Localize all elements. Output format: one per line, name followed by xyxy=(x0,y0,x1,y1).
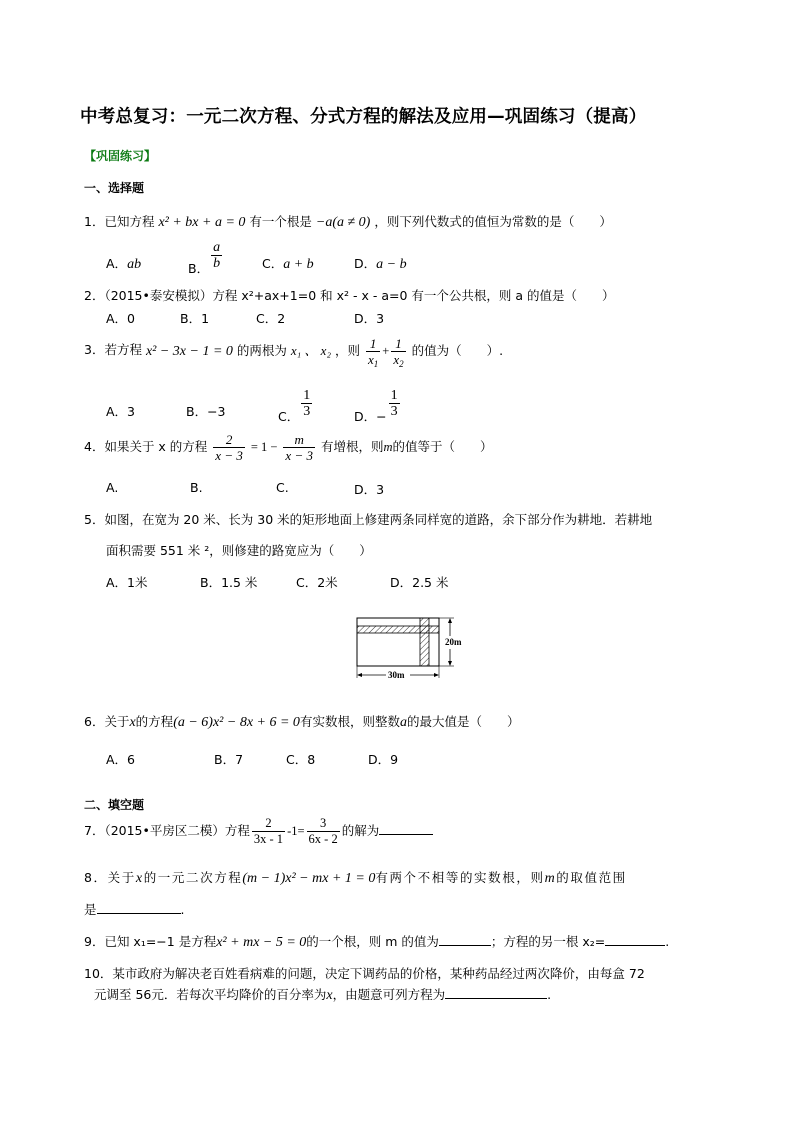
q2-option-b: B．1 xyxy=(180,311,210,326)
question-3: 3．若方程 x² − 3x − 1 = 0 的两根为 x₁ 、 x₂ ，则 $\frac{1}{x_1}$ + $\frac{1}{x_2}$ 的值为（ ）. xyxy=(84,336,504,369)
q1-root: −a(a ≠ 0) xyxy=(315,215,371,230)
q7-answer-blank xyxy=(379,822,433,835)
road-figure xyxy=(350,612,470,684)
section-heading-fill: 二、填空题 xyxy=(84,798,145,812)
q4-fraction-2: $\frac{m}{x - 3}$ xyxy=(285,432,313,463)
q4-fraction-1: $\frac{2}{x - 3}$ xyxy=(215,432,243,463)
q9-equation: x² + mx − 5 = 0 xyxy=(216,935,307,950)
q4-option-d: D．3 xyxy=(354,482,385,497)
q6-option-a: A．6 xyxy=(106,752,136,767)
question-5-line-1: 5．如图，在宽为 20 米、长为 30 米的矩形地面上修建两条同样宽的道路，余下部分作为耕地．若耕地 xyxy=(84,512,653,527)
section-tag: 【巩固练习】 xyxy=(84,149,157,163)
question-6: 6．关于x的方程(a − 6)x² − 8x + 6 = 0有实数根，则整数a的最大值是（ ） xyxy=(84,714,520,730)
q4-option-b: B. xyxy=(190,480,203,495)
width-label: 20m xyxy=(445,637,462,647)
q9-answer-blank-2 xyxy=(605,933,665,946)
question-10-line-2: 元调至 56元．若每次平均降价的百分率为x，由题意可列方程为 . xyxy=(94,987,552,1003)
question-7: 7．（2015•平房区二模）方程 $\frac{2}{3x - 1}$ -1= $\frac{3}{6x - 2}$ 的解为 xyxy=(84,816,433,847)
q1-option-d: D．a − b xyxy=(354,256,407,272)
q1-option-c: C．a + b xyxy=(262,256,314,272)
length-label: 30m xyxy=(388,670,405,680)
q1-mid: 有一个根是 xyxy=(249,214,312,229)
q8-answer-blank xyxy=(97,901,181,914)
q3-option-c: C． $\frac{1}{3}$ xyxy=(278,388,311,424)
q3-option-b: B．−3 xyxy=(186,404,226,419)
question-8-line-1: 8．关于x的一元二次方程(m − 1)x² − mx + 1 = 0有两个不相等的实数根，则m的取值范围 xyxy=(84,870,627,886)
q5-option-c: C．2米 xyxy=(296,575,338,590)
q2-option-a: A．0 xyxy=(106,311,136,326)
question-8-line-2: 是 . xyxy=(84,902,185,917)
q1-number: 1．已知方程 xyxy=(84,214,155,229)
q6-option-d: D．9 xyxy=(368,752,399,767)
q3-option-a: A．3 xyxy=(106,404,136,419)
q3-fraction-1: $\frac{1}{x_1}$ xyxy=(367,336,379,369)
q7-fraction-2: $\frac{3}{6x - 2}$ xyxy=(308,816,338,846)
road-figure-svg xyxy=(350,612,470,684)
q8-equation: (m − 1)x² − mx + 1 = 0 xyxy=(242,871,376,886)
q7-fraction-1: $\frac{2}{3x - 1}$ xyxy=(253,816,284,846)
question-9: 9．已知 x₁=−1 是方程x² + mx − 5 = 0的一个根，则 m 的值为 ；方程的另一根 x₂= . xyxy=(84,934,670,950)
q1-equation: x² + bx + a = 0 xyxy=(158,215,246,230)
q6-option-b: B．7 xyxy=(214,752,244,767)
q5-option-a: A．1米 xyxy=(106,575,148,590)
question-10-line-1: 10．某市政府为解决老百姓看病难的问题，决定下调药品的价格，某种药品经过两次降价，由每盒 72 xyxy=(84,966,645,981)
q4-option-c: C. xyxy=(276,480,289,495)
vertical-road xyxy=(420,618,429,666)
q2-option-d: D．3 xyxy=(354,311,385,326)
q3-fraction-2: $\frac{1}{x_2}$ xyxy=(393,336,404,369)
q10-answer-blank xyxy=(445,986,547,999)
q3-equation: x² − 3x − 1 = 0 xyxy=(145,344,233,359)
q1-tail: ，则下列代数式的值恒为常数的是（ ） xyxy=(374,214,612,229)
q5-option-b: B．1.5 米 xyxy=(200,575,258,590)
section-heading-choice: 一、选择题 xyxy=(84,181,145,195)
question-1 xyxy=(84,212,612,231)
q4-option-a: A. xyxy=(106,480,119,495)
q1-option-b: B． $\frac{a}{b}$ xyxy=(188,240,221,276)
question-4: 4．如果关于 x 的方程 $\frac{2}{x - 3}$ = 1 − $\frac{m}{x - 3}$ 有增根，则m的值等于（ ） xyxy=(84,432,493,463)
q6-equation: (a − 6)x² − 8x + 6 = 0 xyxy=(173,715,300,730)
q6-option-c: C．8 xyxy=(286,752,316,767)
page-title: 中考总复习：一元二次方程、分式方程的解法及应用—巩固练习（提高） xyxy=(80,107,647,127)
q2-option-c: C．2 xyxy=(256,311,286,326)
q1-option-a: A．ab xyxy=(106,256,142,272)
question-2: 2．（2015•泰安模拟）方程 x²+ax+1=0 和 x² - x - a=0 有一个公共根，则 a 的值是（ ） xyxy=(84,288,615,303)
q5-option-d: D．2.5 米 xyxy=(390,575,449,590)
question-5-line-2: 面积需要 551 米 ²，则修建的路宽应为（ ） xyxy=(106,543,372,558)
q3-option-d: D．− $\frac{1}{3}$ xyxy=(354,388,398,424)
q9-answer-blank-1 xyxy=(439,933,491,946)
